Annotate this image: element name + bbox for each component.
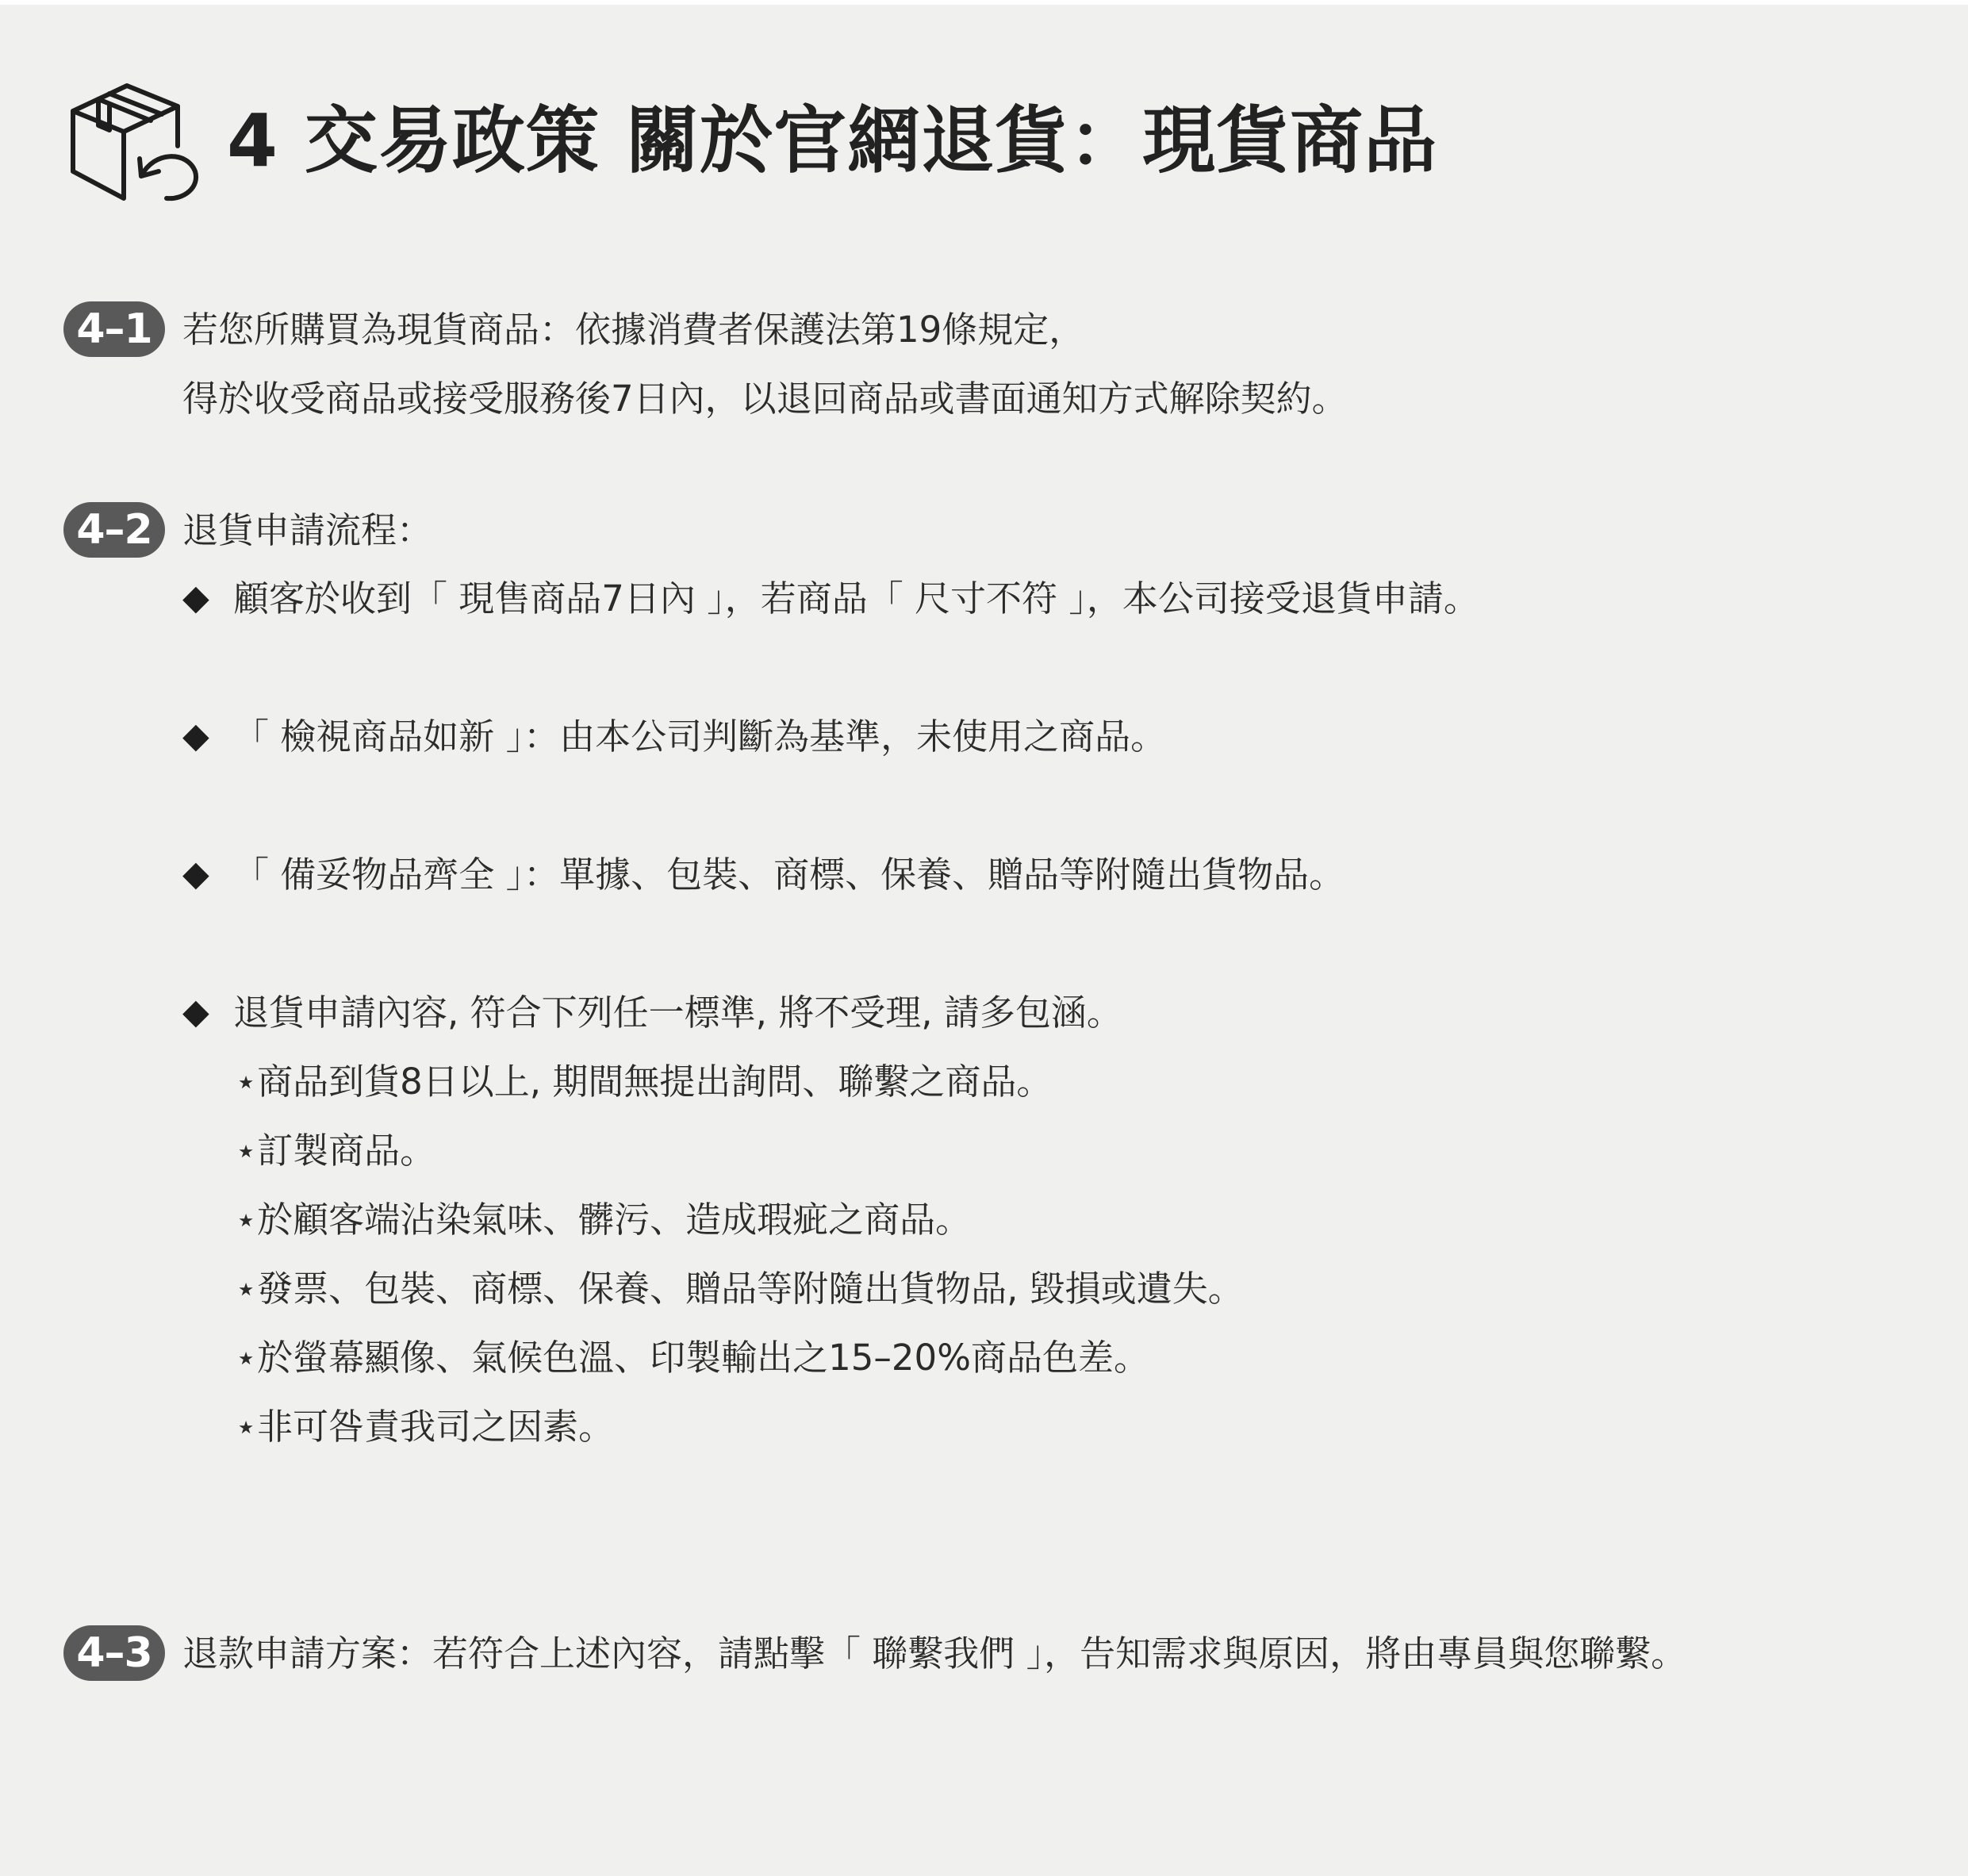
- exclusion-condition: ⋆訂製商品。: [235, 1130, 436, 1172]
- section-badge-4-2: 4–2: [63, 502, 165, 558]
- exclusion-condition: ⋆於螢幕顯像、氣候色溫、印製輸出之15–20%商品色差。: [235, 1337, 1149, 1379]
- section-4-3-line-1: 退款申請方案：若符合上述內容，請點擊「 聯繫我們 」，告知需求與原因，將由專員與您聯繫。: [182, 1632, 1687, 1675]
- section-badge-4-3: 4–3: [63, 1625, 165, 1681]
- process-item-4: 退貨申請內容, 符合下列任一標準, 將不受理, 請多包涵。: [233, 992, 1122, 1034]
- process-item-2: 「 檢視商品如新 」：由本公司判斷為基準，未使用之商品。: [233, 715, 1167, 758]
- exclusion-condition: ⋆商品到貨8日以上, 期間無提出詢問、聯繫之商品。: [235, 1061, 1053, 1103]
- section-4-1-line-1: 若您所購買為現貨商品：依據消費者保護法第19條規定，: [182, 309, 1085, 351]
- diamond-bullet-icon: ◆: [182, 854, 209, 894]
- exclusion-condition: ⋆非可咎責我司之因素。: [235, 1406, 615, 1448]
- diamond-bullet-icon: ◆: [182, 992, 209, 1032]
- exclusion-condition: ⋆於顧客端沾染氣味、髒污、造成瑕疵之商品。: [235, 1199, 972, 1241]
- diamond-bullet-icon: ◆: [182, 577, 209, 618]
- section-4-2-heading: 退貨申請流程：: [182, 509, 433, 551]
- process-item-1: 顧客於收到「 現售商品7日內 」，若商品「 尺寸不符 」，本公司接受退貨申請。: [233, 577, 1479, 620]
- process-item-3: 「 備妥物品齊全 」：單據、包裝、商標、保養、贈品等附隨出貨物品。: [233, 854, 1345, 896]
- section-badge-4-1: 4–1: [63, 301, 165, 357]
- page-title: 4 交易政策 關於官網退貨：現貨商品: [227, 98, 1438, 183]
- exclusion-condition: ⋆發票、包裝、商標、保養、贈品等附隨出貨物品, 毀損或遺失。: [235, 1268, 1244, 1310]
- box-return-icon: [68, 82, 203, 206]
- diamond-bullet-icon: ◆: [182, 715, 209, 756]
- section-4-1-line-2: 得於收受商品或接受服務後7日內，以退回商品或書面通知方式解除契約。: [182, 378, 1348, 420]
- policy-panel: [0, 5, 1968, 1876]
